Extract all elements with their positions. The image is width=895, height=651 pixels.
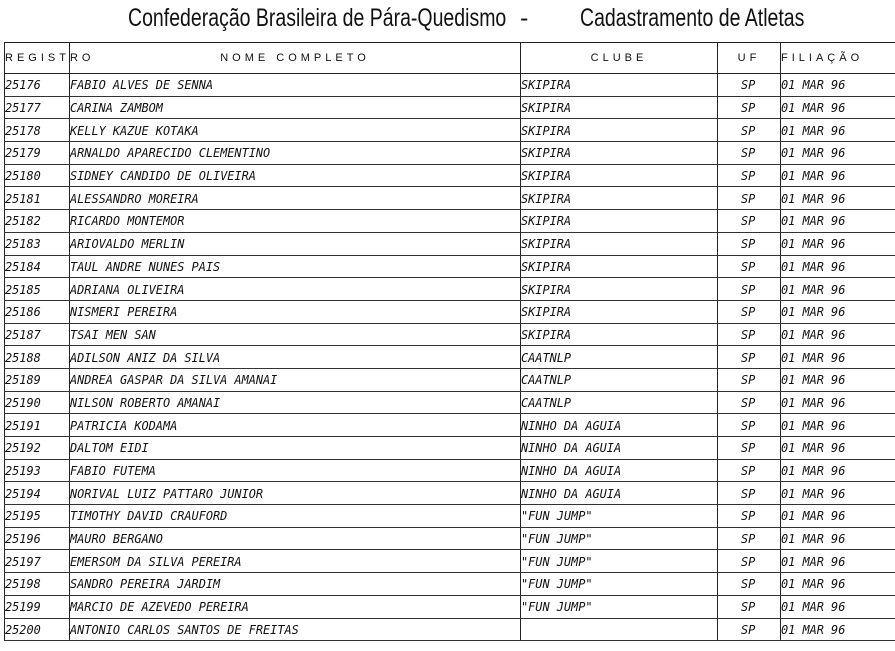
cell-uf (718, 300, 781, 323)
table-header-row (5, 43, 895, 74)
cell-nome (70, 505, 521, 528)
cell-clube (521, 459, 718, 482)
cell-nome-text: PATRICIA KODAMA (70, 417, 178, 433)
cell-nome-text: DALTOM EIDI (70, 440, 149, 456)
cell-uf-text: SP (741, 168, 756, 184)
cell-registro (5, 414, 70, 437)
cell-filiacao-text: 01 MAR 96 (781, 145, 846, 161)
cell-uf (718, 414, 781, 437)
cell-registro (5, 210, 70, 233)
cell-nome (70, 573, 521, 596)
cell-registro (5, 278, 70, 301)
cell-registro (5, 232, 70, 255)
cell-registro-text: 25196 (5, 531, 41, 547)
cell-filiacao-text: 01 MAR 96 (781, 531, 846, 547)
cell-registro (5, 550, 70, 573)
cell-registro (5, 595, 70, 618)
cell-filiacao (781, 164, 895, 187)
cell-nome-text: TSAI MEN SAN (70, 326, 156, 342)
cell-registro-text: 25198 (5, 576, 41, 592)
cell-nome-text: MAURO BERGANO (70, 531, 163, 547)
cell-uf-text: SP (741, 77, 756, 93)
cell-filiacao (781, 368, 895, 391)
cell-clube-text: SKIPIRA (521, 145, 572, 161)
table-row (5, 527, 895, 550)
cell-uf-text: SP (741, 349, 756, 365)
cell-registro (5, 346, 70, 369)
cell-uf-text: SP (741, 304, 756, 320)
table-row (5, 550, 895, 573)
cell-nome (70, 255, 521, 278)
cell-clube-text: CAATNLP (521, 349, 572, 365)
cell-filiacao (781, 527, 895, 550)
cell-nome (70, 119, 521, 142)
table-row (5, 255, 895, 278)
cell-registro-text: 25187 (5, 326, 41, 342)
cell-clube-text: SKIPIRA (521, 122, 572, 138)
cell-clube (521, 164, 718, 187)
header-clube: CLUBE (521, 43, 718, 74)
cell-clube (521, 595, 718, 618)
table-row (5, 391, 895, 414)
cell-registro-text: 25176 (5, 77, 41, 93)
document-title (0, 0, 890, 42)
cell-uf (718, 505, 781, 528)
cell-clube-text: NINHO DA AGUIA (521, 463, 622, 479)
cell-uf (718, 368, 781, 391)
cell-registro-text: 25195 (5, 508, 41, 524)
cell-registro (5, 527, 70, 550)
cell-uf (718, 232, 781, 255)
cell-filiacao-text: 01 MAR 96 (781, 440, 846, 456)
cell-filiacao-text: 01 MAR 96 (781, 508, 846, 524)
cell-clube-text: SKIPIRA (521, 326, 572, 342)
cell-filiacao-text: 01 MAR 96 (781, 372, 846, 388)
table-row (5, 164, 895, 187)
cell-filiacao-text: 01 MAR 96 (781, 122, 846, 138)
cell-clube-text: CAATNLP (521, 372, 572, 388)
cell-registro-text: 25185 (5, 281, 41, 297)
cell-nome-text: FABIO ALVES DE SENNA (70, 77, 213, 93)
header-filiacao: FILIAÇÃO (781, 43, 895, 74)
cell-nome-text: ARNALDO APARECIDO CLEMENTINO (70, 145, 271, 161)
cell-registro-text: 25186 (5, 304, 41, 320)
cell-filiacao (781, 232, 895, 255)
cell-clube (521, 210, 718, 233)
cell-registro (5, 323, 70, 346)
cell-uf (718, 255, 781, 278)
cell-filiacao-text: 01 MAR 96 (781, 168, 846, 184)
table-row (5, 232, 895, 255)
cell-uf-text: SP (741, 576, 756, 592)
cell-uf-text: SP (741, 531, 756, 547)
cell-registro-text: 25197 (5, 553, 41, 569)
cell-filiacao (781, 505, 895, 528)
cell-uf (718, 482, 781, 505)
cell-filiacao-text: 01 MAR 96 (781, 394, 846, 410)
cell-registro (5, 142, 70, 165)
cell-filiacao-text: 01 MAR 96 (781, 236, 846, 252)
cell-clube-text: CAATNLP (521, 394, 572, 410)
cell-nome-text: ANDREA GASPAR DA SILVA AMANAI (70, 372, 278, 388)
cell-filiacao-text: 01 MAR 96 (781, 77, 846, 93)
cell-uf (718, 323, 781, 346)
cell-filiacao (781, 414, 895, 437)
cell-clube (521, 573, 718, 596)
cell-clube (521, 300, 718, 323)
cell-uf (718, 142, 781, 165)
cell-registro-text: 25188 (5, 349, 41, 365)
table-row (5, 437, 895, 460)
cell-registro (5, 482, 70, 505)
cell-filiacao (781, 255, 895, 278)
cell-uf-text: SP (741, 394, 756, 410)
cell-nome-text: NISMERI PEREIRA (70, 304, 178, 320)
cell-nome (70, 618, 521, 641)
cell-filiacao (781, 618, 895, 641)
table-row (5, 482, 895, 505)
cell-registro (5, 368, 70, 391)
cell-nome-text: ADILSON ANIZ DA SILVA (70, 349, 221, 365)
cell-registro-text: 25192 (5, 440, 41, 456)
cell-uf (718, 618, 781, 641)
cell-uf (718, 210, 781, 233)
cell-clube (521, 323, 718, 346)
cell-filiacao-text: 01 MAR 96 (781, 190, 846, 206)
cell-registro-text: 25184 (5, 258, 41, 274)
cell-uf (718, 187, 781, 210)
cell-filiacao (781, 210, 895, 233)
cell-registro (5, 74, 70, 97)
cell-uf-text: SP (741, 485, 756, 501)
cell-uf-text: SP (741, 281, 756, 297)
table-row (5, 595, 895, 618)
table-row (5, 187, 895, 210)
cell-uf-text: SP (741, 190, 756, 206)
cell-filiacao (781, 550, 895, 573)
table-row (5, 323, 895, 346)
cell-uf-text: SP (741, 122, 756, 138)
cell-filiacao-text: 01 MAR 96 (781, 621, 846, 637)
cell-registro-text: 25199 (5, 599, 41, 615)
cell-nome (70, 96, 521, 119)
table-row (5, 414, 895, 437)
table-row (5, 505, 895, 528)
table-row (5, 142, 895, 165)
cell-uf-text: SP (741, 372, 756, 388)
cell-clube (521, 74, 718, 97)
cell-registro (5, 618, 70, 641)
cell-filiacao (781, 278, 895, 301)
cell-clube-text: NINHO DA AGUIA (521, 485, 622, 501)
cell-filiacao-text: 01 MAR 96 (781, 281, 846, 297)
cell-clube-text: "FUN JUMP" (521, 508, 593, 524)
cell-registro (5, 505, 70, 528)
cell-registro (5, 96, 70, 119)
cell-nome-text: ADRIANA OLIVEIRA (70, 281, 185, 297)
cell-filiacao (781, 96, 895, 119)
cell-nome-text: TAUL ANDRE NUNES PAIS (70, 258, 221, 274)
cell-nome-text: RICARDO MONTEMOR (70, 213, 185, 229)
cell-filiacao (781, 573, 895, 596)
cell-uf (718, 278, 781, 301)
table-row (5, 300, 895, 323)
cell-registro-text: 25194 (5, 485, 41, 501)
cell-nome (70, 232, 521, 255)
cell-nome (70, 300, 521, 323)
table-row (5, 573, 895, 596)
cell-uf (718, 459, 781, 482)
table-row (5, 74, 895, 97)
cell-nome-text: TIMOTHY DAVID CRAUFORD (70, 508, 228, 524)
cell-clube (521, 414, 718, 437)
cell-filiacao (781, 459, 895, 482)
cell-registro-text: 25189 (5, 372, 41, 388)
cell-filiacao-text: 01 MAR 96 (781, 326, 846, 342)
cell-nome-text: FABIO FUTEMA (70, 463, 156, 479)
cell-registro-text: 25183 (5, 236, 41, 252)
cell-clube (521, 119, 718, 142)
cell-clube (521, 346, 718, 369)
cell-uf (718, 573, 781, 596)
cell-clube (521, 550, 718, 573)
cell-registro-text: 25182 (5, 213, 41, 229)
cell-nome (70, 527, 521, 550)
cell-registro (5, 437, 70, 460)
cell-nome-text: NORIVAL LUIZ PATTARO JUNIOR (70, 485, 264, 501)
cell-clube-text: SKIPIRA (521, 281, 572, 297)
cell-nome (70, 278, 521, 301)
cell-registro-text: 25177 (5, 100, 41, 116)
cell-filiacao (781, 74, 895, 97)
cell-nome-text: ALESSANDRO MOREIRA (70, 190, 199, 206)
cell-nome (70, 459, 521, 482)
cell-clube-text: SKIPIRA (521, 304, 572, 320)
cell-registro (5, 164, 70, 187)
cell-clube-text: SKIPIRA (521, 236, 572, 252)
cell-clube (521, 255, 718, 278)
table-row (5, 278, 895, 301)
cell-filiacao (781, 595, 895, 618)
cell-filiacao (781, 300, 895, 323)
cell-nome (70, 391, 521, 414)
cell-uf-text: SP (741, 463, 756, 479)
cell-nome (70, 187, 521, 210)
table-row (5, 119, 895, 142)
cell-uf-text: SP (741, 417, 756, 433)
cell-clube (521, 482, 718, 505)
cell-registro-text: 25193 (5, 463, 41, 479)
cell-clube (521, 368, 718, 391)
cell-filiacao-text: 01 MAR 96 (781, 576, 846, 592)
cell-nome (70, 595, 521, 618)
header-uf: UF (718, 43, 781, 74)
cell-registro-text: 25178 (5, 122, 41, 138)
cell-clube (521, 278, 718, 301)
cell-filiacao (781, 437, 895, 460)
table-row (5, 346, 895, 369)
cell-nome (70, 368, 521, 391)
cell-clube (521, 142, 718, 165)
cell-filiacao-text: 01 MAR 96 (781, 599, 846, 615)
cell-clube-text: "FUN JUMP" (521, 553, 593, 569)
header-registro: REGISTRO (5, 43, 70, 74)
cell-nome-text: SANDRO PEREIRA JARDIM (70, 576, 221, 592)
cell-filiacao-text: 01 MAR 96 (781, 463, 846, 479)
cell-registro (5, 119, 70, 142)
cell-uf-text: SP (741, 145, 756, 161)
cell-clube (521, 96, 718, 119)
cell-clube-text: SKIPIRA (521, 168, 572, 184)
cell-registro (5, 300, 70, 323)
title-subject: Cadastramento de Atletas (580, 4, 805, 32)
header-nome: NOME COMPLETO (70, 43, 521, 74)
cell-filiacao (781, 142, 895, 165)
cell-nome (70, 142, 521, 165)
cell-uf-text: SP (741, 100, 756, 116)
cell-nome (70, 74, 521, 97)
athletes-table (4, 42, 895, 641)
cell-uf (718, 595, 781, 618)
cell-uf (718, 74, 781, 97)
cell-uf-text: SP (741, 553, 756, 569)
cell-registro (5, 187, 70, 210)
cell-uf (718, 391, 781, 414)
cell-clube-text: SKIPIRA (521, 258, 572, 274)
cell-clube-text: SKIPIRA (521, 100, 572, 116)
cell-filiacao (781, 119, 895, 142)
cell-clube-text: SKIPIRA (521, 77, 572, 93)
cell-uf (718, 346, 781, 369)
cell-clube-text: SKIPIRA (521, 213, 572, 229)
cell-uf (718, 164, 781, 187)
cell-filiacao (781, 323, 895, 346)
cell-clube-text: SKIPIRA (521, 190, 572, 206)
cell-clube-text: NINHO DA AGUIA (521, 440, 622, 456)
cell-registro-text: 25180 (5, 168, 41, 184)
cell-filiacao-text: 01 MAR 96 (781, 213, 846, 229)
cell-clube (521, 187, 718, 210)
cell-filiacao (781, 187, 895, 210)
cell-uf-text: SP (741, 621, 756, 637)
cell-clube-text: "FUN JUMP" (521, 576, 593, 592)
cell-registro (5, 391, 70, 414)
cell-registro-text: 25179 (5, 145, 41, 161)
cell-uf-text: SP (741, 213, 756, 229)
cell-filiacao (781, 482, 895, 505)
cell-uf-text: SP (741, 326, 756, 342)
cell-nome-text: CARINA ZAMBOM (70, 100, 163, 116)
cell-filiacao-text: 01 MAR 96 (781, 304, 846, 320)
cell-clube (521, 437, 718, 460)
title-organization: Confederação Brasileira de Pára-Quedismo (128, 4, 507, 32)
cell-nome-text: ARIOVALDO MERLIN (70, 236, 185, 252)
cell-filiacao (781, 391, 895, 414)
table-row (5, 459, 895, 482)
cell-nome-text: NILSON ROBERTO AMANAI (70, 394, 221, 410)
cell-clube (521, 232, 718, 255)
cell-nome (70, 482, 521, 505)
cell-uf-text: SP (741, 440, 756, 456)
cell-uf (718, 96, 781, 119)
cell-clube-text: NINHO DA AGUIA (521, 417, 622, 433)
cell-nome-text: SIDNEY CANDIDO DE OLIVEIRA (70, 168, 256, 184)
cell-filiacao-text: 01 MAR 96 (781, 417, 846, 433)
cell-uf (718, 550, 781, 573)
cell-filiacao-text: 01 MAR 96 (781, 485, 846, 501)
cell-uf-text: SP (741, 236, 756, 252)
table-row (5, 96, 895, 119)
cell-clube (521, 618, 718, 641)
cell-clube-text: "FUN JUMP" (521, 531, 593, 547)
cell-filiacao-text: 01 MAR 96 (781, 258, 846, 274)
table-row (5, 210, 895, 233)
cell-nome-text: EMERSOM DA SILVA PEREIRA (70, 553, 242, 569)
title-separator: - (520, 4, 529, 32)
cell-uf (718, 527, 781, 550)
cell-filiacao-text: 01 MAR 96 (781, 553, 846, 569)
table-row (5, 618, 895, 641)
cell-nome-text: KELLY KAZUE KOTAKA (70, 122, 199, 138)
cell-clube (521, 527, 718, 550)
cell-filiacao-text: 01 MAR 96 (781, 100, 846, 116)
cell-uf-text: SP (741, 258, 756, 274)
cell-nome (70, 437, 521, 460)
cell-registro-text: 25181 (5, 190, 41, 206)
cell-registro-text: 25191 (5, 417, 41, 433)
cell-nome (70, 346, 521, 369)
cell-clube-text: "FUN JUMP" (521, 599, 593, 615)
cell-registro (5, 573, 70, 596)
cell-nome (70, 323, 521, 346)
cell-uf (718, 437, 781, 460)
cell-registro-text: 25200 (5, 621, 41, 637)
cell-registro (5, 459, 70, 482)
cell-registro-text: 25190 (5, 394, 41, 410)
cell-uf-text: SP (741, 508, 756, 524)
cell-clube (521, 391, 718, 414)
cell-nome-text: MARCIO DE AZEVEDO PEREIRA (70, 599, 249, 615)
cell-uf (718, 119, 781, 142)
cell-filiacao-text: 01 MAR 96 (781, 349, 846, 365)
cell-filiacao (781, 346, 895, 369)
cell-nome (70, 550, 521, 573)
cell-registro (5, 255, 70, 278)
cell-clube (521, 505, 718, 528)
cell-uf-text: SP (741, 599, 756, 615)
cell-nome (70, 414, 521, 437)
cell-nome-text: ANTONIO CARLOS SANTOS DE FREITAS (70, 621, 299, 637)
table-row (5, 368, 895, 391)
cell-nome (70, 210, 521, 233)
cell-nome (70, 164, 521, 187)
